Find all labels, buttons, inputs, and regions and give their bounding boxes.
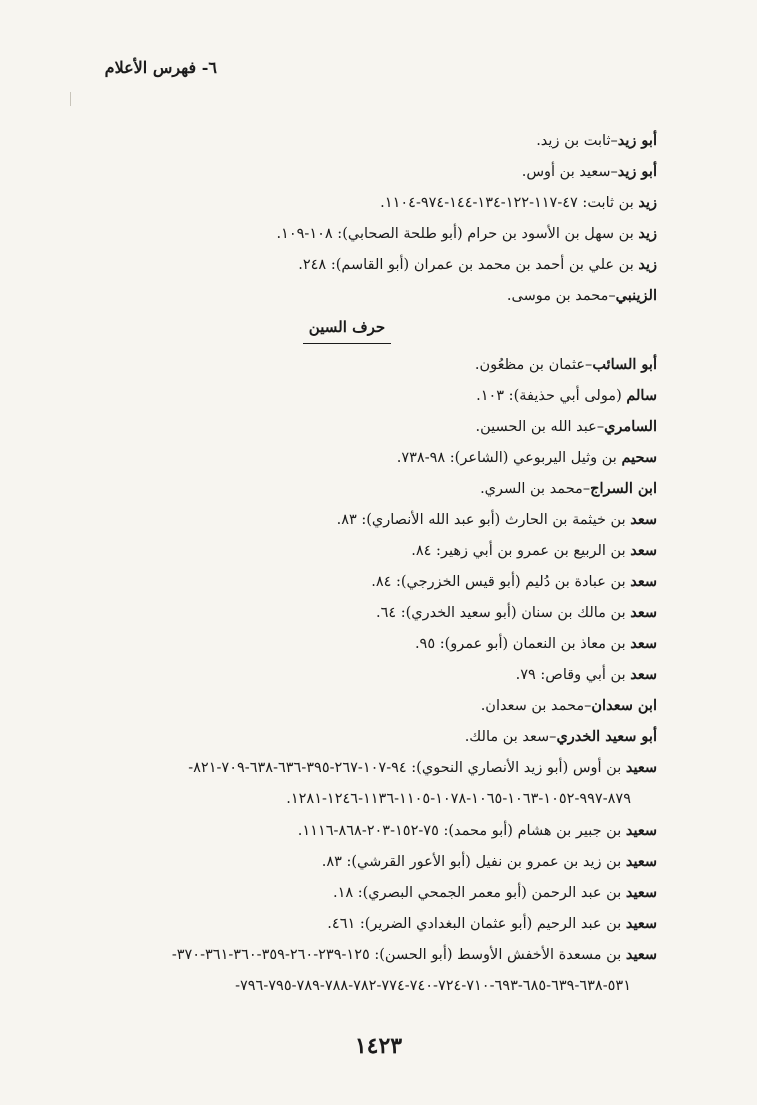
index-entry: سعيد بن عبد الرحيم (أبو عثمان البغدادي الضرير): ٤٦١. — [327, 915, 657, 932]
index-entry-multiline: سعيد بن أوس (أبو زيد الأنصاري النحوي): ٩٤-١٠٧-٢٦٧-٣٩٥-٦٣٦-٦٣٨-٧٠٩-٨٢١- ٨٧٩-٩٩٧-١٠٥٢-١٠٦٣-١٠٦٥-١٠٧٨-١١٠٥-١١٣٦-١٢٤٦-١٢٨١. — [188, 759, 657, 807]
index-entry: أبو زيد–ثابت بن زيد. — [536, 132, 657, 149]
index-entry: سعد بن أبي وقاص: ٧٩. — [515, 666, 657, 683]
index-entry: أبو السائب–عثمان بن مظعُون. — [474, 356, 657, 373]
index-entries — [37, 125, 657, 1002]
index-entry: سعد بن الربيع بن عمرو بن أبي زهير: ٨٤. — [411, 542, 657, 559]
index-entry: سحيم بن وثيل اليربوعي (الشاعر): ٩٨-٧٣٨. — [396, 449, 657, 466]
index-entry: سعيد بن عبد الرحمن (أبو معمر الجمحي البصري): ١٨. — [332, 884, 657, 901]
index-entry: ابن السراج–محمد بن السري. — [480, 480, 657, 497]
index-entry: سعد بن خيثمة بن الحارث (أبو عبد الله الأنصاري): ٨٣. — [336, 511, 657, 528]
index-entry: سعيد بن زيد بن عمرو بن نفيل (أبو الأعور القرشي): ٨٣. — [321, 853, 657, 870]
running-head: ٦- فهرس الأعلام — [104, 58, 217, 77]
section-heading: حرف السين — [37, 313, 657, 349]
index-entry: السامري–عبد الله بن الحسين. — [475, 418, 657, 435]
index-entry: سعد بن مالك بن سنان (أبو سعيد الخدري): ٦٤. — [375, 604, 657, 621]
index-entry: سالم (مولى أبي حذيفة): ١٠٣. — [476, 387, 657, 404]
page-number: ١٤٢٣ — [354, 1033, 403, 1059]
index-entry: ابن سعدان–محمد بن سعدان. — [480, 697, 657, 714]
index-entry: زيد بن علي بن أحمد بن محمد بن عمران (أبو القاسم): ٢٤٨. — [298, 256, 657, 273]
index-entry: سعد بن معاذ بن النعمان (أبو عمرو): ٩٥. — [414, 635, 657, 652]
index-entry-multiline: سعيد بن مسعدة الأخفش الأوسط (أبو الحسن): ١٢٥-٢٣٩-٢٦٠-٣٥٩-٣٦٠-٣٦١-٣٧٠- ٥٣١-٦٣٨-٦٣٩-٦٨٥-٦٩٣-٧١٠-٧٢٤-٧٤٠-٧٧٤-٧٨٢-٧٨٨-٧٨٩-٧٩٥-٧٩٦- — [171, 946, 657, 994]
index-entry: سعد بن عبادة بن دُليم (أبو قيس الخزرجي): ٨٤. — [371, 573, 657, 590]
index-entry: أبو زيد–سعيد بن أوس. — [521, 163, 657, 180]
index-entry: زيد بن ثابت: ٤٧-١١٧-١٢٢-١٣٤-١٤٤-٩٧٤-١١٠٤. — [380, 194, 657, 211]
index-entry: أبو سعيد الخدري–سعد بن مالك. — [464, 728, 657, 745]
index-entry: الزينبي–محمد بن موسى. — [506, 287, 657, 304]
index-entry: سعيد بن جبير بن هشام (أبو محمد): ٧٥-١٥٢-٢٠٣-٨٦٨-١١١٦. — [297, 822, 657, 839]
margin-mark — [70, 92, 71, 106]
index-entry: زيد بن سهل بن الأسود بن حرام (أبو طلحة الصحابي): ١٠٨-١٠٩. — [276, 225, 657, 242]
